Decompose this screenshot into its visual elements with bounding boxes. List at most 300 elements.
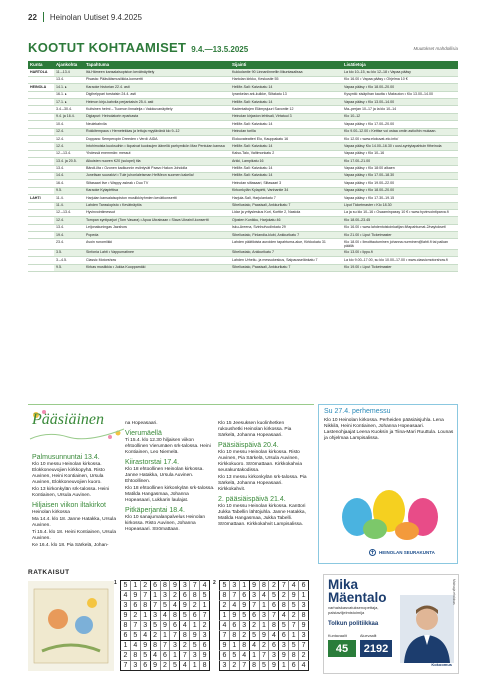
sudoku-cell: 7 <box>259 651 269 661</box>
sudoku-cell: 3 <box>180 581 190 591</box>
event-name: Neulekahvila <box>84 121 230 128</box>
event-city <box>28 232 54 239</box>
easter-paragraph: Klo 10 messu Heinolan kirkossa. Elokkoneuvojien kirkkopyhä. Risto Auvinen, Heini Kontiainen, Ursula Auvinen, Elokkoneuvojien kuoro. <box>32 462 105 485</box>
easter-paragraph: Klo 18 ehtoollinen kirkonkylän srk-talossa. Matilda Hangasmaa, Johanna Hopeasaari, Lukkarin laulajat. <box>125 486 215 503</box>
col-header-date: Ajankohta <box>54 61 84 69</box>
sudoku-cell: 5 <box>121 581 131 591</box>
sudoku-cell: 4 <box>180 661 190 671</box>
parish-logo-icon: ✝ <box>370 549 375 556</box>
sudoku-cell: 7 <box>299 641 309 651</box>
event-place: Kirkonkylän Kylapirtti, Vanhantie 34 <box>230 187 342 194</box>
event-name: Doppara: Semperopin Dreeden • Verdi: AIDA <box>84 136 230 143</box>
event-city <box>28 113 54 120</box>
sudoku-cell: 7 <box>170 631 180 641</box>
event-info: Klo 17.00–21.00 <box>342 158 458 165</box>
municipal-number: 45 <box>328 640 356 657</box>
easter-paragraph: Heinolan kirkossa <box>32 510 70 515</box>
event-date: 12.4. <box>54 143 84 150</box>
event-row <box>28 165 458 172</box>
easter-paragraph: Ti 15.4. klo 12.30 hiljaisen viikon ehtoollinen Vierumäen srk-talossa. Heini Kontiainen, Leo Niemelä. <box>125 438 211 455</box>
sudoku-cell: 6 <box>239 591 249 601</box>
event-row <box>28 113 458 120</box>
sudoku-cell: 2 <box>170 591 180 601</box>
sudoku-cell: 4 <box>229 601 239 611</box>
sudoku-cell: 1 <box>190 661 200 671</box>
event-date: 10.4. <box>54 121 84 128</box>
sudoku-grid-2 <box>219 580 309 671</box>
sudoku-cell: 2 <box>190 601 200 611</box>
sudoku-cell: 3 <box>299 631 309 641</box>
sudoku-cell: 3 <box>299 601 309 611</box>
event-row <box>28 106 458 113</box>
event-info: Vapaa pääsy • Klo 18.00–20.00 <box>342 187 458 194</box>
event-city <box>28 257 54 264</box>
col-header-event: Tapahtuma <box>84 61 230 69</box>
event-name: Kirkas musiikkia • Jukka Kuoppamäki <box>84 264 230 271</box>
easter-paragraph: Klo 13 messu kirkonkylän srk-talossa. Pia Särkelä, Johanna Hopeasaari. Kirkkokahvit. <box>218 475 307 492</box>
event-city <box>28 180 54 187</box>
sudoku-cell: 8 <box>279 601 289 611</box>
sudoku-cell: 4 <box>160 611 170 621</box>
event-date: 13.4. ja 20.5. <box>54 158 84 165</box>
event-info: Vapaa pääsy • Klo 17.30–19.15 <box>342 195 458 202</box>
easter-subheading: Pääsiäispäivä 20.4. <box>218 442 279 449</box>
event-city <box>28 172 54 179</box>
event-city <box>28 202 54 209</box>
sudoku-cell: 8 <box>289 651 299 661</box>
candidate-name <box>328 578 387 604</box>
event-city <box>28 158 54 165</box>
sudoku-solution-1 <box>114 580 210 671</box>
sudoku-row <box>220 661 309 671</box>
sudoku-cell: 6 <box>249 611 259 621</box>
sudoku-cell: 6 <box>180 591 190 601</box>
event-info: La klo 9.00–17.00, su klo 10.00–17.00 • www.classicmotorshow.fi <box>342 257 458 264</box>
event-date: 13.4. <box>54 165 84 172</box>
event-date: 12.4. <box>54 217 84 224</box>
sudoku-cell: 6 <box>220 651 230 661</box>
candidate-first-name: Mika <box>328 577 359 592</box>
header-divider <box>43 12 44 22</box>
col-header-city: Kunta <box>28 61 54 69</box>
sudoku-cell: 5 <box>180 611 190 621</box>
event-date: 16.1. ▸ <box>54 91 84 98</box>
sudoku-cell: 2 <box>150 631 160 641</box>
sudoku-cell: 9 <box>170 581 180 591</box>
sudoku-row <box>220 631 309 641</box>
page-number: 22 <box>28 12 37 22</box>
sudoku-cell: 4 <box>279 611 289 621</box>
sudoku-cell: 6 <box>289 661 299 671</box>
sudoku-cell: 8 <box>170 611 180 621</box>
sudoku-cell: 8 <box>229 631 239 641</box>
sudoku-cell: 9 <box>160 621 170 631</box>
event-place: HelMe-Sali: Kaivokatu 14 <box>230 165 342 172</box>
sudoku-row <box>121 641 210 651</box>
sudoku-cell: 6 <box>229 621 239 631</box>
sudoku-row <box>121 661 210 671</box>
sudoku-row <box>121 601 210 611</box>
sudoku-cell: 6 <box>269 601 279 611</box>
easter-column-3 <box>218 421 308 529</box>
sudoku-cell: 6 <box>200 641 210 651</box>
event-row <box>28 232 458 239</box>
sudoku-cell: 5 <box>140 651 150 661</box>
event-date: 11.4. <box>54 195 84 202</box>
sudoku-cell: 8 <box>259 581 269 591</box>
event-date: 11.4. <box>54 202 84 209</box>
sudoku-row <box>121 581 210 591</box>
sudoku-cell: 2 <box>220 601 230 611</box>
sudoku-cell: 3 <box>259 611 269 621</box>
sudoku-1-label: 1 <box>114 580 117 586</box>
sudoku-cell: 8 <box>249 661 259 671</box>
event-city: HARTOLA <box>28 69 54 76</box>
event-name: Siltasaari live • Wappy asleak • Duo TV <box>84 180 230 187</box>
event-place: Heinolan siltasaari, Siltasaari 3 <box>230 180 342 187</box>
publication-name: Heinolan Uutiset 9.4.2025 <box>49 12 142 22</box>
event-place: Lahden päätiloista auroiden tapahtuma-alue, Kirkkokatu 31 <box>230 239 342 249</box>
event-date: 9.5. <box>54 187 84 194</box>
easter-paragraph: Klo 10 messu Heinolan kirkossa. Risto Auvinen, Pia Särkelä, Ursula Auvinen, Kirkkokuoro. Strömattaan. Kirkkokahvia seurakuntakodissa. <box>218 450 302 473</box>
event-name: Heimon kirjo-kahvila perjantaisin 25.4. asti <box>84 99 230 106</box>
event-date: 14.1. ▸ <box>54 84 84 91</box>
event-place: Ojosten Kunikku, Harjokatu 46 <box>230 217 342 224</box>
event-info: Vapaa pääsy • Klo 17.00–18.30 <box>342 172 458 179</box>
event-place: HelMe-Sali: Kaivokatu 14 <box>230 121 342 128</box>
sudoku-row <box>220 651 309 661</box>
event-date: 23.4. <box>54 239 84 249</box>
easter-subheading: Kiirastorstai 17.4. <box>125 459 180 466</box>
event-name: Leijonakuningas Jazshow <box>84 224 230 231</box>
event-place: Elokuvateatteri Elo, Kauppakatu 16 <box>230 136 342 143</box>
event-row <box>28 69 458 76</box>
sudoku-row <box>121 621 210 631</box>
sudoku-cell: 9 <box>269 661 279 671</box>
sudoku-cell: 7 <box>229 591 239 601</box>
sudoku-cell: 2 <box>259 641 269 651</box>
event-name: Popeda <box>84 232 230 239</box>
event-city <box>28 187 54 194</box>
event-row <box>28 224 458 231</box>
event-row <box>28 202 458 209</box>
event-date: 12.–13.4. <box>54 209 84 216</box>
sudoku-cell: 2 <box>249 621 259 631</box>
sudoku-cell: 5 <box>229 651 239 661</box>
sudoku-cell: 2 <box>180 641 190 651</box>
event-place: Kadentaitojen Elämysjuuri Savontie 12 <box>230 106 342 113</box>
section-dates: 9.4.—13.5.2025 <box>191 45 249 54</box>
events-body <box>28 69 458 272</box>
sudoku-cell: 8 <box>150 641 160 651</box>
event-name: Bändi-ilta • Ozonen kadkunnin esiintyvät Paavo Hakon Johdolla <box>84 165 230 172</box>
sudoku-cell: 5 <box>160 601 170 611</box>
event-info: Vapaa pääsy • Klo 18:00 alkaen <box>342 165 458 172</box>
events-table <box>28 61 458 272</box>
sudoku-cell: 7 <box>190 581 200 591</box>
sudoku-cell: 3 <box>249 591 259 601</box>
sudoku-grid-1 <box>120 580 210 671</box>
event-row <box>28 128 458 135</box>
sudoku-cell: 4 <box>150 651 160 661</box>
sudoku-cell: 3 <box>269 651 279 661</box>
event-row <box>28 195 458 202</box>
event-name: Classic Motorshow <box>84 257 230 264</box>
event-row <box>28 264 458 271</box>
sudoku-cell: 1 <box>130 581 140 591</box>
sudoku-cell: 1 <box>239 581 249 591</box>
event-info: Ma–perjan 10–17 ja la klo 10–14 <box>342 106 458 113</box>
col-header-info: Lisätietoja <box>342 61 458 69</box>
sudoku-cell: 9 <box>150 661 160 671</box>
event-place: Iyrankelan ark-kulkke, Siltakatu 13 <box>230 91 342 98</box>
solutions-heading: RATKAISUT <box>28 569 70 576</box>
sudoku-cell: 4 <box>220 621 230 631</box>
candidate-description: varhaiskasvatuksenopettaja, palstaviljelmistoimija <box>328 605 379 615</box>
event-name: Sinfonia Lahti • Vappumatinee <box>84 249 230 256</box>
event-row <box>28 91 458 98</box>
event-place: Sibeliustalo, Paasisali, Ankkurikatu 7 <box>230 264 342 271</box>
sudoku-cell: 7 <box>130 621 140 631</box>
easter-paragraph: Klo 15 Jeesuksen kuolinhetken rukoushetki Heinolan kirkossa. Pia Särkelä, Johanna Hopeasaari. <box>218 421 292 438</box>
event-info: La ja su klo 10–16 • Osaaminpassy 10 € • www.hyvinvointiparva.fi <box>342 209 458 216</box>
sudoku-cell: 5 <box>289 601 299 611</box>
event-row <box>28 249 458 256</box>
event-name: Karaoke historian 22.4. asti <box>84 84 230 91</box>
sudoku-cell: 8 <box>121 621 131 631</box>
event-name: Lahden Tanssiopisto • Kevätnäytös <box>84 202 230 209</box>
event-row <box>28 121 458 128</box>
event-info: Vapaa pääsy • Klo 17.00–20.00 <box>342 121 458 128</box>
parish-logo-text: HEINOLAN SEURAKUNTA <box>379 550 435 555</box>
event-date: 16.4. <box>54 180 84 187</box>
event-name: Junelisan suurakivi • Tule juhonlaleisman HelMeon suomen kakelia! <box>84 172 230 179</box>
easter-column-1 <box>32 451 122 550</box>
event-info: Klo 9.00–12.00 • Kettise voi ostaa omiin astioihin mukaan. <box>342 128 458 135</box>
easter-paragraph: Ti 15.4. klo 18. Heini Kontiainen, Ursula Auvinen. <box>32 530 117 541</box>
sudoku-cell: 7 <box>150 601 160 611</box>
section-title <box>28 40 248 55</box>
event-city <box>28 143 54 150</box>
sudoku-cell: 2 <box>289 611 299 621</box>
event-name: Avoin runomiikki <box>84 239 230 249</box>
sudoku-cell: 7 <box>279 581 289 591</box>
sudoku-cell: 8 <box>239 641 249 651</box>
sudoku-cell: 7 <box>289 621 299 631</box>
sudoku-cell: 5 <box>279 621 289 631</box>
sudoku-cell: 9 <box>220 641 230 651</box>
event-row <box>28 217 458 224</box>
sudoku-cell: 5 <box>170 661 180 671</box>
event-name: Hyvinvointimessut <box>84 209 230 216</box>
event-row <box>28 150 458 157</box>
event-place: Arkki, Lampikatu 16 <box>230 158 342 165</box>
event-info: Vapaa pääsy • Klo 18.00–20.00 <box>342 84 458 91</box>
party-logo: Kokoomus <box>431 662 452 667</box>
easter-paragraph: na Hopeasaari. <box>125 421 158 426</box>
sudoku-cell: 2 <box>279 591 289 601</box>
sudoku-cell: 8 <box>180 631 190 641</box>
sudoku-cell: 5 <box>190 641 200 651</box>
event-info: Klo 18.00–23.45 <box>342 217 458 224</box>
changes-note: Muutokset mahdollisia <box>413 46 458 51</box>
event-date: 11.–13.4 <box>54 69 84 76</box>
sudoku-cell: 3 <box>279 641 289 651</box>
candidate-photo <box>400 595 454 663</box>
sudoku-cell: 8 <box>140 601 150 611</box>
sudoku-row <box>220 641 309 651</box>
event-date: 9.5. <box>54 264 84 271</box>
sudoku-cell: 7 <box>239 661 249 671</box>
event-row <box>28 239 458 249</box>
easter-subheading: Vierumäellä <box>125 430 162 437</box>
event-row <box>28 172 458 179</box>
event-place: HelMe-Sali: Kaivokatu 14 <box>230 99 342 106</box>
event-city: LAHTI <box>28 195 54 202</box>
sudoku-cell: 1 <box>279 661 289 671</box>
sudoku-cell: 3 <box>220 661 230 671</box>
sudoku-cell: 6 <box>269 641 279 651</box>
sudoku-row <box>121 611 210 621</box>
sudoku-cell: 4 <box>239 651 249 661</box>
event-place: Kukkolantie 90 Linnanlinnellin liikuntasalissa <box>230 69 342 76</box>
event-info: Klo 16.00 • Vapaa pääsy • Ohjelma 10 € <box>342 76 458 83</box>
easter-subheading: Pitkäperjantai 18.4. <box>125 507 185 514</box>
sudoku-cell: 8 <box>130 651 140 661</box>
sudoku-cell: 7 <box>140 591 150 601</box>
sudoku-cell: 9 <box>140 641 150 651</box>
event-place: Harjula-Sali, Harjulankatu 7 <box>230 195 342 202</box>
sudoku-cell: 1 <box>160 631 170 641</box>
sudoku-cell: 2 <box>140 581 150 591</box>
sudoku-cell: 2 <box>200 621 210 631</box>
sudoku-cell: 9 <box>180 601 190 611</box>
sudoku-cell: 1 <box>289 631 299 641</box>
sudoku-row <box>220 611 309 621</box>
sudoku-cell: 1 <box>229 641 239 651</box>
sudoku-cell: 4 <box>299 661 309 671</box>
event-name: Intohimoista kuoksuihin • Ilopaivat kuoksujen äänellä parhymikön Max Pentulan kanssa <box>84 143 230 150</box>
sudoku-cell: 4 <box>180 621 190 631</box>
sudoku-cell: 9 <box>289 591 299 601</box>
sudoku-cell: 6 <box>150 581 160 591</box>
event-city <box>28 106 54 113</box>
event-row <box>28 257 458 264</box>
sudoku-cell: 4 <box>249 641 259 651</box>
event-name: Harjulan kansalaisopiston musiikkiryhmien kevätkonsertti <box>84 195 230 202</box>
event-city <box>28 76 54 83</box>
event-date: 3.4.–30.4. <box>54 106 84 113</box>
sudoku-cell: 2 <box>130 611 140 621</box>
parish-logo <box>369 549 435 556</box>
event-place: HelMe-Sali: Kaivokatu 14 <box>230 84 342 91</box>
event-row <box>28 180 458 187</box>
event-row <box>28 158 458 165</box>
sudoku-cell: 5 <box>220 581 230 591</box>
event-date: 9.4. ja 16.4. <box>54 113 84 120</box>
sudoku-cell: 9 <box>229 611 239 621</box>
sudoku-cell: 3 <box>150 611 160 621</box>
event-row <box>28 84 458 91</box>
sudoku-cell: 4 <box>289 581 299 591</box>
crossword-solution-image <box>28 581 114 671</box>
event-name: Yhdessä enemmän: messut <box>84 150 230 157</box>
event-name: Digihelppari torstaisin 24.4. asti <box>84 91 230 98</box>
sudoku-cell: 7 <box>180 651 190 661</box>
sudoku-cell: 5 <box>269 591 279 601</box>
sudoku-cell: 9 <box>259 631 269 641</box>
event-info: Vapaa pääsy • Klo 10–16 <box>342 150 458 157</box>
sudoku-cell: 8 <box>160 581 170 591</box>
event-row <box>28 187 458 194</box>
election-ad <box>323 574 459 674</box>
sudoku-cell: 1 <box>150 591 160 601</box>
event-info: La klo 10–15, su klo 12–18 • Vapaa pääsy <box>342 69 458 76</box>
section-heading: KOOTUT KOHTAAMISET <box>28 40 187 55</box>
event-place: Heinolan torilla <box>230 128 342 135</box>
event-name: Itä-Hämeen kansalaisopiston kevätnäyttely <box>84 69 230 76</box>
event-info: Klo 10–12 <box>342 113 458 120</box>
event-row <box>28 99 458 106</box>
sudoku-cell: 3 <box>121 601 131 611</box>
event-city <box>28 91 54 98</box>
easter-paragraph: Klo 13 kirkonkylän srk-talossa. Heini Kontiainen, Ursula Auvinen. <box>32 487 110 498</box>
event-info: Kysyntä: sisäpihan kautta • Maksuton • Klo 13.00–14.00 <box>342 91 458 98</box>
sudoku-cell: 3 <box>239 621 249 631</box>
sudoku-cell: 1 <box>190 621 200 631</box>
sudoku-cell: 3 <box>200 631 210 641</box>
easter-paragraph: Klo 18 ehtoollinen Heinolan kirkossa. Janne Hatakka, Ursula Auvinen. Ehtoollinen. <box>125 467 204 484</box>
event-name: Pisasta: Pääsiäismusiikkia-konsertti <box>84 76 230 83</box>
page-header <box>28 10 458 24</box>
easter-eggs-image <box>331 477 451 541</box>
sudoku-cell: 6 <box>121 631 131 641</box>
sudoku-2-label: 2 <box>213 580 216 586</box>
sudoku-cell: 4 <box>170 601 180 611</box>
sudoku-cell: 5 <box>249 631 259 641</box>
event-row <box>28 136 458 143</box>
municipal-election-label: Kuntavaalit <box>328 634 347 638</box>
event-info: Vapaa pääsy • Klo 13.00–14.00 <box>342 99 458 106</box>
sudoku-cell: 7 <box>269 611 279 621</box>
event-city <box>28 209 54 216</box>
sudoku-cell: 6 <box>170 621 180 631</box>
sudoku-row <box>121 591 210 601</box>
sudoku-cell: 4 <box>269 631 279 641</box>
event-info: Vapaa pääsy • Klo 19.00–22.00 <box>342 180 458 187</box>
sudoku-cell: 2 <box>121 651 131 661</box>
event-city <box>28 150 54 157</box>
col-header-place: Sijainti <box>230 61 342 69</box>
easter-paragraph: Ma 14.4. klo 18. Janne Hatakka, Ursula Auvinen. <box>32 517 116 528</box>
sudoku-cell: 5 <box>150 621 160 631</box>
event-info: Klo 16.00 • www.lahdentoistoinkatijan.fi/tapahtumat-2/naytokset/ <box>342 224 458 231</box>
event-date: 13.4. <box>54 224 84 231</box>
sudoku-cell: 9 <box>249 581 259 591</box>
event-info: Klo 12.00 • www.elokuvat-elo.info/ <box>342 136 458 143</box>
family-mass-heading: Su 27.4. perhemessu <box>324 408 391 415</box>
sudoku-cell: 3 <box>140 621 150 631</box>
event-place: Sibeliustalo, Finlandia-klubi, Ankkurikatu 7 <box>230 232 342 239</box>
sudoku-cell: 7 <box>160 641 170 651</box>
easter-heading: Pääsiäinen <box>32 411 104 428</box>
sudoku-row <box>220 591 309 601</box>
event-city <box>28 121 54 128</box>
sudoku-cell: 8 <box>299 611 309 621</box>
event-info: Liput Ticketmaster • Klo 18.30 <box>342 202 458 209</box>
sudoku-row <box>121 631 210 641</box>
sudoku-cell: 9 <box>130 591 140 601</box>
